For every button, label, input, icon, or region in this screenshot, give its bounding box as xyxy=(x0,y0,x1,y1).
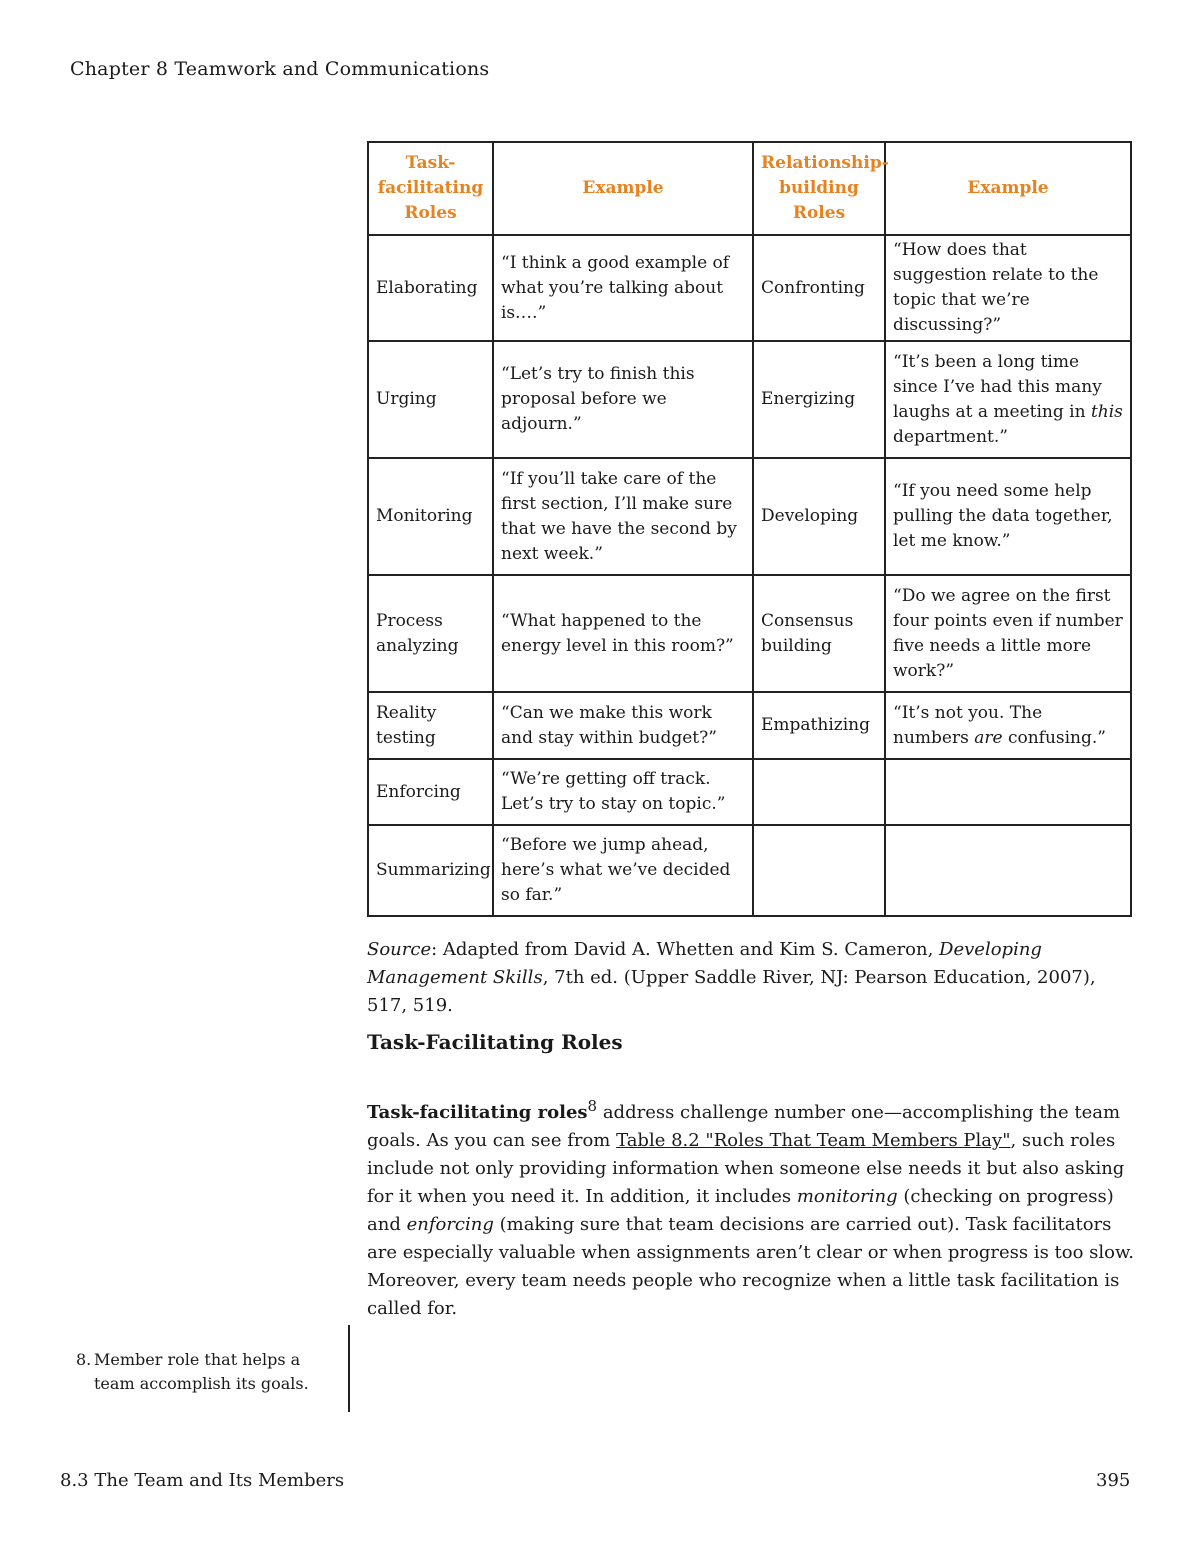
relationship-role xyxy=(753,825,885,916)
task-role: Enforcing xyxy=(368,759,493,825)
task-role: Process analyzing xyxy=(368,575,493,692)
table-row xyxy=(368,458,1131,575)
header-relationship-roles: Relationship-building Roles xyxy=(753,142,885,235)
paragraph-text: (making sure that team decisions are carried out). Task facilitators are especially valuable when assignments aren’t clear or when progress is too slow. Moreover, every team needs people who recognize when a little task facilitation is called for. xyxy=(367,1214,1134,1319)
table-row xyxy=(368,575,1131,692)
table-link[interactable]: Table 8.2 "Roles That Team Members Play" xyxy=(616,1130,1011,1151)
footnote-ref[interactable]: 8 xyxy=(587,1097,598,1115)
key-term: Task-facilitating roles xyxy=(367,1102,588,1123)
footnote xyxy=(76,1348,338,1396)
margin-divider xyxy=(348,1325,350,1412)
task-example: “Before we jump ahead, here’s what we’ve decided so far.” xyxy=(493,825,753,916)
header-task-roles: Task-facilitating Roles xyxy=(368,142,493,235)
table-row xyxy=(368,341,1131,458)
footnote-text: Member role that helps a team accomplish its goals. xyxy=(94,1350,309,1393)
relationship-role: Developing xyxy=(753,458,885,575)
source-citation xyxy=(367,936,1137,1020)
task-role: Monitoring xyxy=(368,458,493,575)
relationship-role: Empathizing xyxy=(753,692,885,759)
task-example: “Can we make this work and stay within budget?” xyxy=(493,692,753,759)
relationship-role: Consensus building xyxy=(753,575,885,692)
section-heading: Task-Facilitating Roles xyxy=(367,1030,623,1054)
task-example: “If you’ll take care of the first section, I’ll make sure that we have the second by next week.” xyxy=(493,458,753,575)
example-emphasis: this xyxy=(1090,401,1123,422)
relationship-example xyxy=(885,341,1131,458)
paragraph-text: (checking on progress) and xyxy=(367,1186,1114,1235)
source-label: Source xyxy=(367,939,432,960)
footer-section: 8.3 The Team and Its Members xyxy=(60,1470,345,1491)
example-text-end: confusing.” xyxy=(1002,727,1106,748)
running-head: Chapter 8 Teamwork and Communications xyxy=(70,58,490,80)
example-text: “It’s not you. The numbers xyxy=(893,702,1043,748)
paragraph-text: address challenge number one—accomplishing the team goals. As you can see from xyxy=(367,1102,1121,1151)
task-example: “Let’s try to finish this proposal before we adjourn.” xyxy=(493,341,753,458)
relationship-example xyxy=(885,825,1131,916)
footnote-number: 8. xyxy=(76,1350,92,1369)
relationship-role: Energizing xyxy=(753,341,885,458)
task-role: Urging xyxy=(368,341,493,458)
page-number: 395 xyxy=(1096,1470,1131,1491)
task-example: “We’re getting off track. Let’s try to stay on topic.” xyxy=(493,759,753,825)
task-role: Summarizing xyxy=(368,825,493,916)
task-role: Reality testing xyxy=(368,692,493,759)
body-paragraph xyxy=(367,1092,1137,1323)
relationship-role: Confronting xyxy=(753,235,885,341)
table-row xyxy=(368,759,1131,825)
example-text: “It’s been a long time since I’ve had this many laughs at a meeting in xyxy=(893,351,1102,422)
table-row xyxy=(368,235,1131,341)
relationship-example: “Do we agree on the first four points even if number five needs a little more work?” xyxy=(885,575,1131,692)
task-example: “What happened to the energy level in this room?” xyxy=(493,575,753,692)
source-text: : Adapted from David A. Whetten and Kim S. Cameron, xyxy=(431,939,940,960)
emphasis-monitoring: monitoring xyxy=(796,1186,898,1207)
example-emphasis: are xyxy=(974,727,1003,748)
table-row xyxy=(368,825,1131,916)
relationship-example: “If you need some help pulling the data together, let me know.” xyxy=(885,458,1131,575)
relationship-example: “How does that suggestion relate to the topic that we’re discussing?” xyxy=(885,235,1131,341)
relationship-example xyxy=(885,759,1131,825)
header-example: Example xyxy=(493,142,753,235)
paragraph-text: , such roles include not only providing information when someone else needs it but also asking for it when you need it. In addition, it includes xyxy=(367,1130,1125,1207)
relationship-role xyxy=(753,759,885,825)
task-example: “I think a good example of what you’re talking about is.…” xyxy=(493,235,753,341)
header-example-2: Example xyxy=(885,142,1131,235)
roles-table xyxy=(367,141,1132,917)
source-book-title: Developing Management Skills xyxy=(367,939,1042,988)
relationship-example xyxy=(885,692,1131,759)
task-role: Elaborating xyxy=(368,235,493,341)
source-text-end: , 7th ed. (Upper Saddle River, NJ: Pearson Education, 2007), 517, 519. xyxy=(367,967,1096,1016)
table-header-row xyxy=(368,142,1131,235)
emphasis-enforcing: enforcing xyxy=(406,1214,494,1235)
table-row xyxy=(368,692,1131,759)
example-text-end: department.” xyxy=(893,426,1008,447)
